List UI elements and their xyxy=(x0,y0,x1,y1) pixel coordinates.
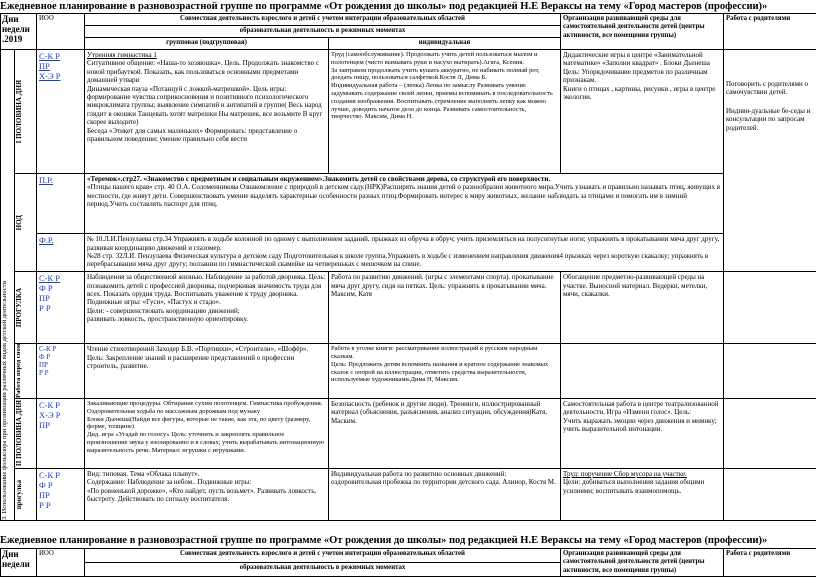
text-line: Труд (самообслуживание). Продолжать учить детей пользоваться мылом и полотенцем (чисто вымывать руки и насухо вытирать).Агата, Ксения. xyxy=(331,51,558,67)
gcd-label: НОД xyxy=(15,174,37,272)
text-line: Безопасность (ребенок и другие люди). Тренинги, иллюстрированный материал (объяснения, разъяснения, анализ ситуации, обсуждения)Катя, Маским. xyxy=(331,400,558,425)
walk2-individual xyxy=(329,469,561,521)
text-line: Поговорить с родителями о самочувствии детей. xyxy=(726,80,814,97)
text-line: Наблюдения за общественной жизнью. Наблюдение за работой дворника. Цель: познакомить детей с профессией дворника, подчеркивая значимость труда для всех. Показать орудия труда. Воспитывать уважение к труду дворника. Подвижные игры: «Гуси», «Пастух и стадо». xyxy=(87,273,326,307)
code-item: Ф Р xyxy=(39,353,82,361)
code-item: Х-Э Р xyxy=(39,410,82,420)
text-line: «Теремок».стр27. «Знакомство с предметным и социальным окружением».Знакомить детей со свойствами дерева, со структурой его поверхности. xyxy=(87,175,721,183)
walk-env xyxy=(561,272,724,344)
page-title: Ежедневное планирование в разновозрастной группе по программе «От рождения до школы» под редакцией Н.Е Вераксы на тему «Город мастеров (профессии)» xyxy=(0,0,816,13)
days-label: Дни xyxy=(2,14,35,24)
text-line: «Птицы нашего края» стр. 40 О.А. Соломенникова Ознакомление с природой в детском саду.(НРК)Расширять знания детей о разнообразии животного мира.Учить узнавать и правильно называть птиц, живущих в местности, где живут дети. Совершенствовать умение выделять характерные особенности разных птиц.Формировать интерес к миру животных, желание наблюдать за птицами и помогать им в зимний период.Учить составлять паспорт для птиц. xyxy=(87,183,721,208)
parents-header: Работа с родителями xyxy=(724,14,816,50)
joint-header: Совместная деятельность взрослого и детей с учетом интеграции образовательных областей xyxy=(85,14,561,26)
walk-label: ПРОГУЛКА xyxy=(15,272,37,344)
text-line: Динамическая пауза «Потанцуй с ложкой-матрешкой». Цель игры: формирование чувства соприкосновения и позитивного психологического микроклимата группы; выявление симпатий и антипатий в группе( Весь народ глядит в окошки Танцевать хотят матрешки Ны матрешек, все возьмите В круг скорее выходите) xyxy=(87,85,326,127)
ioo-header-2: ИОО xyxy=(37,549,85,577)
walk-group xyxy=(85,272,329,344)
text-line: Работа по развитию движений. (игры с элементами спорта). прокатывание мяча друг другу, сидя на пятках. Цель: упражнять в прокатывании мяча. xyxy=(331,273,558,290)
text-line: Содержание: Наблюдение за небом.. Подвижные игры: xyxy=(87,478,326,486)
code-item: Ф Р xyxy=(39,480,82,490)
long-side-text: 3. Использование фольклора при организации различных видов детской деятельности xyxy=(1,50,9,520)
joint-header-2: Совместная деятельность взрослого и детей с учетом интеграции образовательных областей xyxy=(85,549,561,563)
pm-parents xyxy=(724,399,816,469)
regime-header-2: образовательная деятельность в режимных моментах xyxy=(85,563,561,577)
code-item: ПР xyxy=(39,420,82,430)
plan-table xyxy=(0,13,816,521)
page-title-2: Ежедневное планирование в разновозрастной группе по программе «От рождения до школы» под редакцией Н.Е Вераксы на тему «Город мастеров (профессии)» xyxy=(0,534,816,547)
text-line: Книги о птицах , картины, рисунки , игры в центре экологии. xyxy=(563,85,721,102)
walk2-env xyxy=(561,469,724,521)
text-line: Труд: поручение Сбор мусора на участке. xyxy=(563,470,721,478)
sleep-env xyxy=(561,344,724,399)
code-item: ПР xyxy=(39,61,82,71)
walk2-label: прогулка xyxy=(15,469,37,521)
code-item: С-К Р xyxy=(39,400,82,410)
env-header-2: Организация развивающей среды для самостоятельной деятельности детей (центры активности, все помещения группы) xyxy=(561,549,724,577)
text-line: Чтение стихотворений Заходер Б.В. «Портнихи», «Строители», «Шофёр». Цель: Закрепление знаний и расширение представлений о профессии строитель, развитие. xyxy=(87,345,326,370)
morning-group xyxy=(85,50,329,174)
text-line: За завтраком продолжать учить кушать аккуратно, не набивать полный рот, доедать пищу, пользоваться салфеткой.Костя Л, Дима Б. xyxy=(331,67,558,83)
text-line: Обогащение предметно-развивающей среды на участке. Выносной материал. Ведерки, метелки, мячи, скакалки. xyxy=(563,273,721,298)
parents-header-2: Работа с родителями xyxy=(724,549,816,577)
pm-codes xyxy=(37,399,85,469)
code-item: С-К Р xyxy=(39,345,82,353)
week-label: недели xyxy=(2,559,35,569)
date-label: .2019 xyxy=(2,34,35,44)
text-line: Цели: добиваться выполнения задания общими усилиями; воспитывать взаимопомощь. xyxy=(563,478,721,495)
code-item: Р Р xyxy=(39,369,82,377)
text-line: Блоки Дьенеша(Найди все фигуры, которые не такие, как эта, по цвету (размеру, форме, толщине) xyxy=(87,416,326,432)
text-line: Дид. игра «Угадай по голосу» Цель: уточнить и закреплять правильное произношение звука у изолированно и в словах; учить вырабатывать интонационную выразительность речи. Материал: игрушки с игрушками. xyxy=(87,431,326,454)
long-side-label xyxy=(1,50,15,521)
text-line: Ситуативное общение: «Наша-то хозяюшка». Цель. Продолжать знакомство с новой прибауткой. Показать, как пользоваться основными предметами домашней утвари xyxy=(87,59,326,84)
gcd2-code: Ф.Р. xyxy=(37,234,85,272)
text-line: Вид: типовая. Тема «Облака плывут». xyxy=(87,470,326,478)
walk-parents xyxy=(724,272,816,344)
individual-header: индивидуальная xyxy=(329,38,561,50)
gcd2-text xyxy=(85,234,724,272)
text-line: Учить выражать эмоции через движения и мимику; учить выразительной интонации. xyxy=(563,417,721,434)
code-item: Р Р xyxy=(39,303,82,313)
gcd1-text xyxy=(85,174,724,234)
code-item: ПР xyxy=(39,490,82,500)
text-line: Беседа «Этикет для самых маленьких» Формировать: представление о правильном поведении; умение правильно себя вести xyxy=(87,127,326,144)
sleep-label: Работа перед сном xyxy=(15,344,37,399)
regime-header: образовательная деятельность в режимных моментах xyxy=(85,26,561,38)
pm-env xyxy=(561,399,724,469)
text-line: Работа в уголке книги: рассматривание иллюстраций к русским народным сказкам. xyxy=(331,345,558,361)
walk2-parents xyxy=(724,469,816,521)
plan-table-2 xyxy=(0,548,816,577)
days-header-2 xyxy=(1,549,37,577)
morning-codes xyxy=(37,50,85,174)
walk2-group xyxy=(85,469,329,521)
morning-env xyxy=(561,50,724,174)
text-line: №28 стр. 32Л.И. Пензулаева Физическая культура в детском саду Подготовительная к школе группа.Упражнять в ходьбе с изменением направления движения4 прыжках через короткую скакалку; упражнять в перебрасывании мяча друг другу; ползании по гимнастической скамейке на четвереньках с мешочком на спине. xyxy=(87,252,721,269)
text-line: Цели: - совершенствовать координацию движений; xyxy=(87,307,326,315)
pm-group xyxy=(85,399,329,469)
days-label: Дни xyxy=(2,549,35,559)
code-item: ПР xyxy=(39,293,82,303)
text-line: № 10.Л.И.Пензулаева стр.34 Упражнять в ходьбе колонной по одному с выполнением заданий, прыжках из обруча в обруч; учить приземляться на полусогнутые ноги; упражнять в прокатывании мяча друг другу, развивая координацию движений и глазомер. xyxy=(87,235,721,252)
sleep-group xyxy=(85,344,329,399)
text-line: Максим, Катя xyxy=(331,290,558,298)
parents-cell xyxy=(724,50,816,272)
walk-individual xyxy=(329,272,561,344)
pm-individual xyxy=(329,399,561,469)
days-header xyxy=(1,14,37,50)
gcd1-code: П.Р. xyxy=(37,174,85,234)
sleep-codes xyxy=(37,344,85,399)
walk-codes xyxy=(37,272,85,344)
text-line: Индивидуальная работа по развитию основных движений: оздоровительная пробежка по территории детского сада. Алинор, Костя М. xyxy=(331,470,558,487)
code-item: С-К Р xyxy=(39,470,82,480)
walk2-codes xyxy=(37,469,85,521)
code-item: Х-Э Р xyxy=(39,71,82,81)
code-item: Р Р xyxy=(39,500,82,510)
text-line: Дидактические игры в центре «Занимательной математике» «Заполни квадрат» . Блоки Дьенеша Цель: Упорядочивание предметов по различным признакам. xyxy=(563,51,721,85)
sleep-individual xyxy=(329,344,561,399)
text-line: Индиви-дуальные бе-седы и консультации по запросам родителей. xyxy=(726,107,814,132)
code-item: С-К Р xyxy=(39,273,82,283)
week-label: недели xyxy=(2,24,35,34)
text-line: Индивидуальная работа – (лепка) Лепка по замыслу Развивать умение задумывать содержание своей лепки, приемы вспоминать в последовательность создания изображения. Воспитывать стремление выполнять лепку как можно лучше, доводить начатое дело до конца. Развивать самостоятельность, творчество. Максим, Дима Н. xyxy=(331,82,558,121)
afternoon-label: II ПОЛОВИНА ДНЯ xyxy=(15,399,37,469)
morning-individual xyxy=(329,50,561,174)
env-header: Организация развивающей среды для самостоятельной деятельности детей (центры активности, все помещения группы) xyxy=(561,14,724,50)
code-item: С-К Р xyxy=(39,51,82,61)
ioo-header: ИОО xyxy=(37,14,85,50)
text-line: Утренняя гимнастика 1 xyxy=(87,51,326,59)
text-line: Закаливающие процедуры. Обтирание сухим полотенцем. Гимнастика пробуждения. Оздоровительная ходьба по массажным дорожкам под музыку xyxy=(87,400,326,416)
text-line: развивать ловкость, пространственную ориентировку. xyxy=(87,315,326,323)
text-line: «По ровненькой дорожке», «Кто найдет, пусть возьмет». Развивать ловкость, быстроту. Действовать по сигналу воспитателя. xyxy=(87,487,326,504)
text-line: Цель: Предложить детям вспомнить названия и кратное содержание знакомых сказок с опорой на иллюстрации, отметить средства выразительности, используемые художниками.Дима Н, Максим. xyxy=(331,361,558,384)
code-item: ПР xyxy=(39,361,82,369)
code-item: Ф Р xyxy=(39,283,82,293)
morning-label: I ПОЛОВИНА ДНЯ xyxy=(15,50,37,174)
group-header: групповая (подгрупповая) xyxy=(85,38,329,50)
sleep-parents xyxy=(724,344,816,399)
text-line: Самостоятельная работа в центре театрализованной деятельности. Игра «Измени голос». Цель: xyxy=(563,400,721,417)
